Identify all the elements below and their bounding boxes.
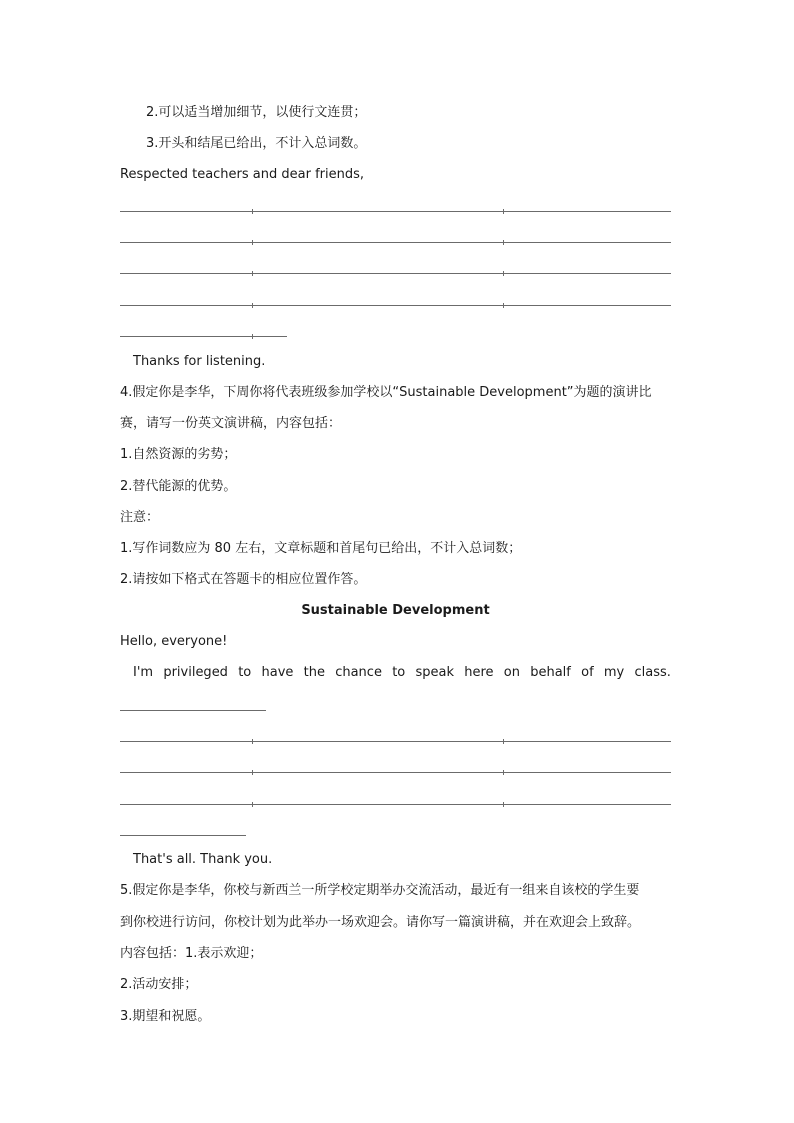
question-4-prompt-cont: 赛，请写一份英文演讲稿，内容包括： bbox=[120, 416, 342, 431]
word: here bbox=[464, 665, 494, 680]
word: class. bbox=[634, 665, 671, 680]
writing-line bbox=[120, 336, 287, 337]
content-point-wishes: 3.期望和祝愿。 bbox=[120, 1009, 211, 1024]
content-point-1: 1.自然资源的劣势； bbox=[120, 447, 237, 462]
word: my bbox=[603, 665, 625, 680]
question-5-prompt-cont: 到你校进行访问，你校计划为此举办一场欢迎会。请你写一篇演讲稿，并在欢迎会上致辞。 bbox=[120, 915, 641, 930]
question-5-prompt: 5.假定你是李华，你校与新西兰一所学校定期举办交流活动，最近有一组来自该校的学生要 bbox=[120, 883, 640, 898]
speech-closing-2: That's all. Thank you. bbox=[133, 852, 273, 867]
essay-title: Sustainable Development bbox=[301, 603, 490, 618]
word: to bbox=[392, 665, 406, 680]
writing-line bbox=[120, 305, 671, 306]
writing-line bbox=[120, 835, 246, 836]
writing-line bbox=[120, 242, 671, 243]
word: have bbox=[261, 665, 294, 680]
word: I'm bbox=[133, 665, 154, 680]
content-point-schedule: 2.活动安排； bbox=[120, 977, 198, 992]
speech-greeting: Hello, everyone! bbox=[120, 634, 228, 649]
word: speak bbox=[415, 665, 455, 680]
note-2: 2.可以适当增加细节，以使行文连贯； bbox=[146, 105, 367, 120]
notice-1: 1.写作词数应为 80 左右，文章标题和首尾句已给出，不计入总词数； bbox=[120, 541, 522, 556]
writing-line bbox=[120, 211, 671, 212]
speech-closing: Thanks for listening. bbox=[133, 354, 266, 369]
writing-line bbox=[120, 741, 671, 742]
content-point-welcome: 内容包括：1.表示欢迎； bbox=[120, 946, 263, 961]
word: the bbox=[303, 665, 325, 680]
speech-first-sentence bbox=[133, 664, 671, 682]
word: chance bbox=[335, 665, 382, 680]
question-4-prompt: 4.假定你是李华，下周你将代表班级参加学校以“Sustainable Development”为题的演讲比 bbox=[120, 385, 652, 400]
writing-line bbox=[120, 772, 671, 773]
writing-line bbox=[120, 710, 266, 711]
speech-opening: Respected teachers and dear friends, bbox=[120, 167, 365, 182]
writing-line bbox=[120, 273, 671, 274]
writing-line bbox=[120, 804, 671, 805]
word: on bbox=[503, 665, 520, 680]
notice-2: 2.请按如下格式在答题卡的相应位置作答。 bbox=[120, 572, 367, 587]
content-point-2: 2.替代能源的优势。 bbox=[120, 479, 237, 494]
word: privileged bbox=[163, 665, 228, 680]
notice-label: 注意： bbox=[120, 510, 160, 525]
word: of bbox=[581, 665, 594, 680]
note-3: 3.开头和结尾已给出，不计入总词数。 bbox=[146, 136, 367, 151]
word: behalf bbox=[530, 665, 571, 680]
word: to bbox=[238, 665, 252, 680]
